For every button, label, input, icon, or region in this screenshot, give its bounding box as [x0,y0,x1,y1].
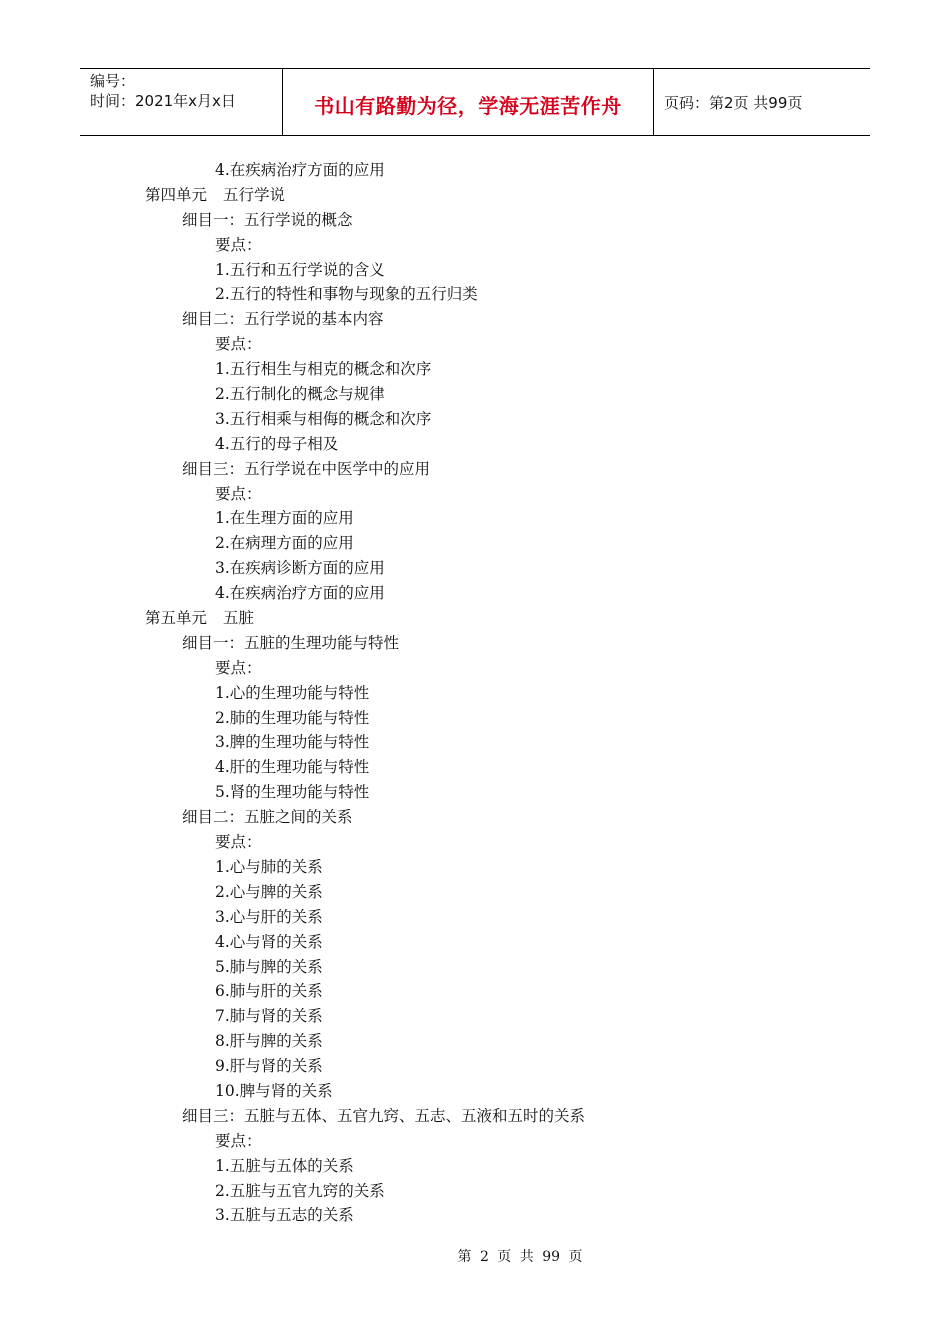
section-heading: 细目三：五脏与五体、五官九窍、五志、五液和五时的关系 [182,1106,586,1125]
outline-item: 3.五脏与五志的关系 [215,1206,354,1225]
unit-number: 第五单元 [145,609,208,628]
header-meta [80,69,282,135]
page-footer [0,1246,950,1266]
outline-item: 10.脾与肾的关系 [215,1081,333,1100]
outline-item: 要点： [215,235,262,254]
unit-heading [0,183,950,208]
outline-item: 2.五行的特性和事物与现象的五行归类 [215,285,478,304]
document-number-label: 编号： [90,72,136,90]
syllabus-content [0,158,950,1228]
outline-item: 3.五行相乘与相侮的概念和次序 [215,409,432,428]
section-heading: 细目一：五行学说的概念 [182,210,353,229]
outline-item: 2.五脏与五官九窍的关系 [215,1181,385,1200]
outline-item: 要点： [215,833,262,852]
outline-item: 2.肺的生理功能与特性 [215,708,370,727]
header-motto [282,69,654,135]
section-heading: 细目二：五行学说的基本内容 [182,310,384,329]
outline-item: 1.在生理方面的应用 [215,509,354,528]
outline-item: 4.五行的母子相及 [215,434,339,453]
footer-page-number: 第 2 页 共 99 页 [457,1249,583,1265]
unit-name: 五行学说 [223,185,286,204]
outline-item: 3.在疾病诊断方面的应用 [215,559,385,578]
outline-item: 要点： [215,658,262,677]
section-heading: 细目三：五行学说在中医学中的应用 [182,459,431,478]
outline-item: 1.心与肺的关系 [215,857,323,876]
document-time-label: 时间：2021年x月x日 [90,92,236,110]
page-info-text: 页码：第2页 共99页 [664,93,803,112]
page-header [80,68,870,136]
unit-heading [0,606,950,631]
outline-item: 2.五行制化的概念与规律 [215,385,385,404]
section-heading: 细目二：五脏之间的关系 [182,808,353,827]
outline-item: 1.五脏与五体的关系 [215,1156,354,1175]
outline-item: 要点： [215,335,262,354]
outline-item: 3.脾的生理功能与特性 [215,733,370,752]
outline-item: 要点： [215,1131,262,1150]
outline-item: 4.在疾病治疗方面的应用 [215,161,385,179]
unit-name: 五脏 [223,609,255,628]
outline-item: 7.肺与肾的关系 [215,1007,323,1026]
header-page-info [654,69,870,135]
outline-item: 2.心与脾的关系 [215,882,323,901]
outline-item: 6.肺与肝的关系 [215,982,323,1001]
outline-item: 3.心与肝的关系 [215,907,323,926]
outline-item: 4.在疾病治疗方面的应用 [215,584,385,603]
outline-item: 5.肺与脾的关系 [215,957,323,976]
section-heading: 细目一：五脏的生理功能与特性 [182,633,400,652]
outline-item: 4.心与肾的关系 [215,932,323,951]
outline-item: 8.肝与脾的关系 [215,1032,323,1051]
outline-item: 1.五行和五行学说的含义 [215,260,385,279]
unit-number: 第四单元 [145,185,208,204]
outline-item: 9.肝与肾的关系 [215,1057,323,1076]
outline-item: 5.肾的生理功能与特性 [215,783,370,802]
outline-item: 要点： [215,484,262,503]
motto-text: 书山有路勤为径，学海无涯苦作舟 [314,93,622,118]
outline-item: 4.肝的生理功能与特性 [215,758,370,777]
outline-item: 1.心的生理功能与特性 [215,683,370,702]
outline-item: 1.五行相生与相克的概念和次序 [215,360,432,379]
outline-item: 2.在病理方面的应用 [215,534,354,553]
